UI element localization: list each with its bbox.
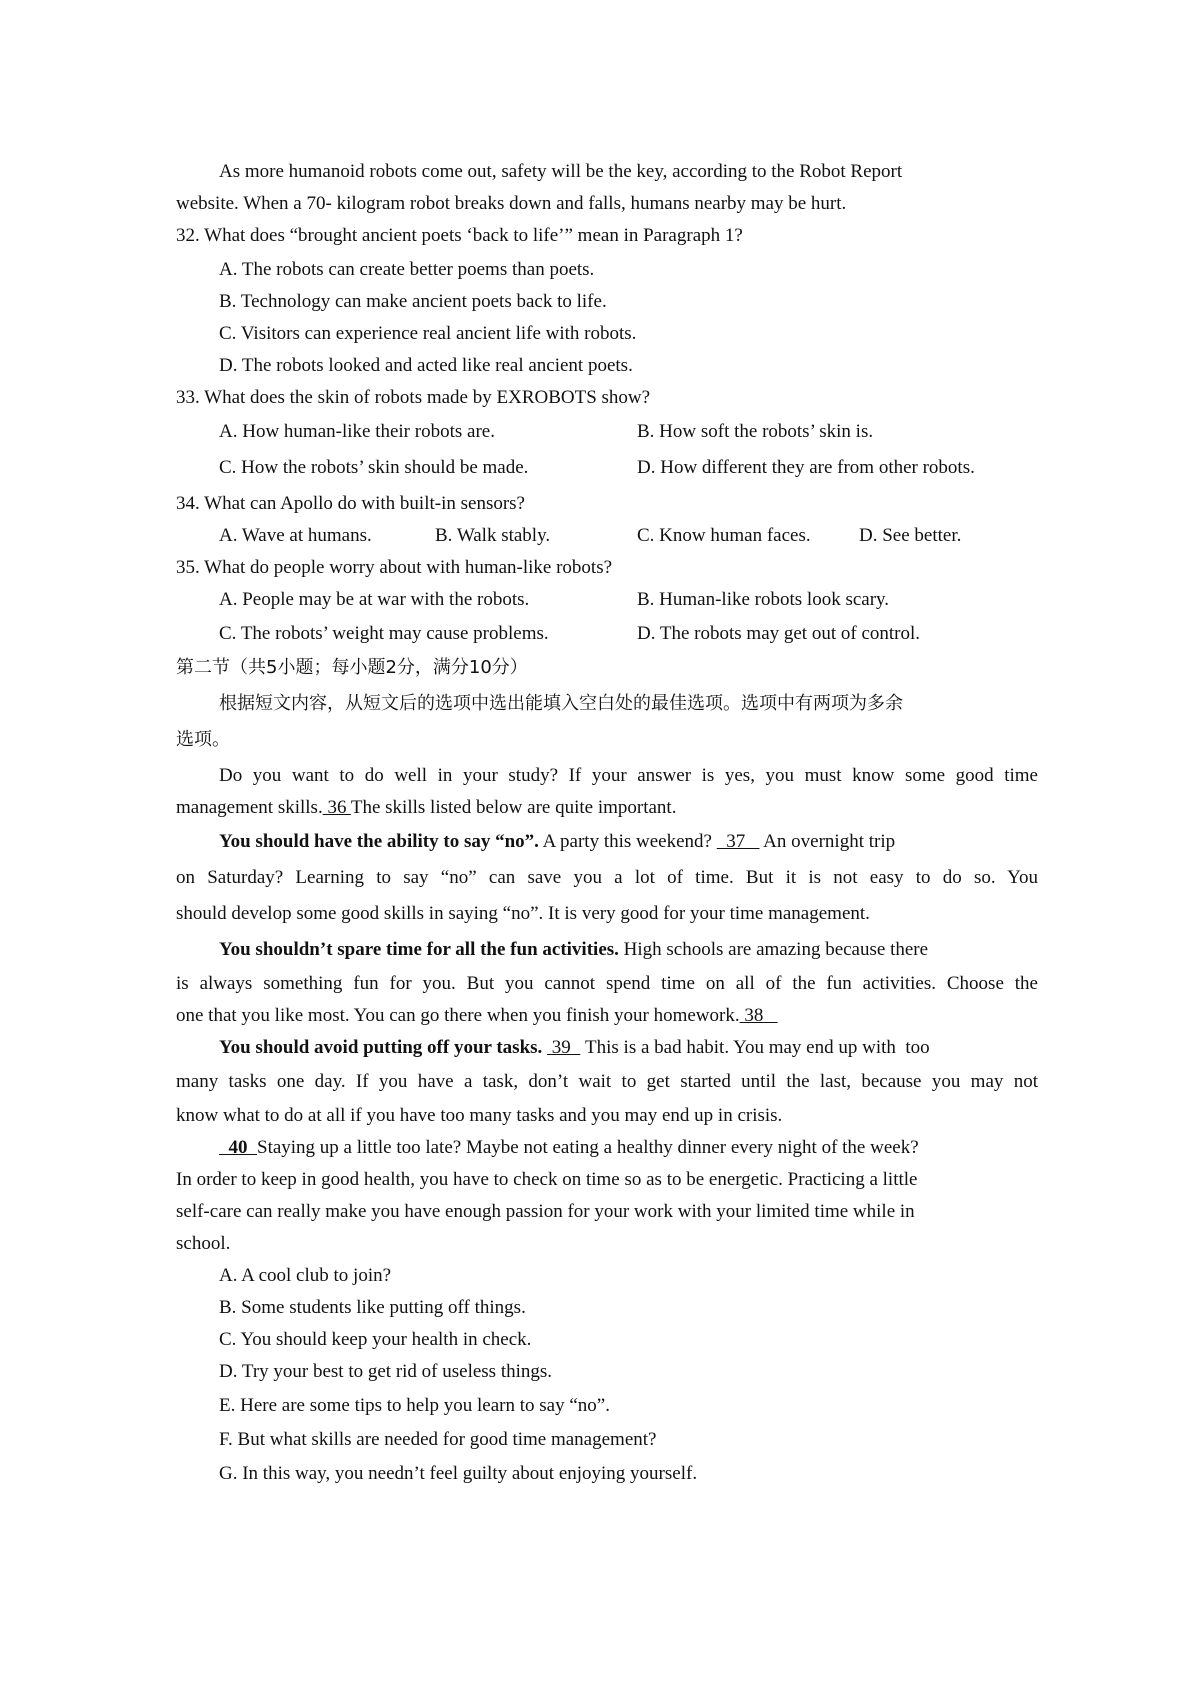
question-35-stem: 35. What do people worry about with human-like robots? — [176, 557, 613, 578]
cloze-text: A party this weekend? — [538, 831, 717, 852]
question-32-stem: 32. What does “brought ancient poets ‘back to life’” mean in Paragraph 1? — [176, 225, 743, 246]
question-32-option-a: A. The robots can create better poems than poets. — [219, 259, 595, 280]
passage-line: website. When a 70- kilogram robot breaks down and falls, humans nearby may be hurt. — [176, 193, 847, 214]
cloze-text: This is a bad habit. You may end up with too — [585, 1037, 930, 1058]
cloze-paragraph-line: know what to do at all if you have too many tasks and you may end up in crisis. — [176, 1105, 783, 1126]
blank-40: 40 — [219, 1137, 257, 1158]
cloze-option-a: A. A cool club to join? — [219, 1265, 392, 1286]
section-instruction: 根据短文内容，从短文后的选项中选出能填入空白处的最佳选项。选项中有两项为多余 — [219, 693, 903, 714]
passage-line: As more humanoid robots come out, safety will be the key, according to the Robot Report — [219, 161, 903, 182]
cloze-paragraph-line: self-care can really make you have enough passion for your work with your limited time while in — [176, 1201, 915, 1222]
question-35-option-a: A. People may be at war with the robots. — [219, 589, 530, 610]
cloze-text: one that you like most. You can go there when you finish your homework. — [176, 1005, 740, 1026]
question-33-option-c: C. How the robots’ skin should be made. — [219, 457, 529, 478]
blank-38: 38 — [739, 1005, 778, 1026]
cloze-option-g: G. In this way, you needn’t feel guilty about enjoying yourself. — [219, 1463, 698, 1484]
question-33-option-b: B. How soft the robots’ skin is. — [637, 421, 874, 442]
question-32-option-d: D. The robots looked and acted like real ancient poets. — [219, 355, 633, 376]
tip-heading: You should have the ability to say “no”. — [219, 831, 539, 852]
tip-heading: You shouldn’t spare time for all the fun activities. — [219, 939, 619, 960]
cloze-paragraph-line: is always something fun for you. But you cannot spend time on all of the fun activities. Choose the — [176, 973, 1038, 994]
question-33-option-a: A. How human-like their robots are. — [219, 421, 495, 442]
question-34-option-a: A. Wave at humans. — [219, 525, 372, 546]
cloze-paragraph-line — [219, 1136, 919, 1160]
question-34-option-d: D. See better. — [859, 525, 962, 546]
cloze-paragraph-line: school. — [176, 1233, 231, 1254]
cloze-option-c: C. You should keep your health in check. — [219, 1329, 532, 1350]
blank-36: 36 — [322, 797, 351, 818]
cloze-option-f: F. But what skills are needed for good time management? — [219, 1429, 657, 1450]
question-32-option-c: C. Visitors can experience real ancient life with robots. — [219, 323, 637, 344]
cloze-paragraph-line — [176, 1004, 778, 1028]
cloze-paragraph-line: on Saturday? Learning to say “no” can save you a lot of time. But it is not easy to do so. You — [176, 867, 1038, 888]
cloze-paragraph-line: should develop some good skills in saying “no”. It is very good for your time management. — [176, 903, 870, 924]
cloze-option-e: E. Here are some tips to help you learn to say “no”. — [219, 1395, 610, 1416]
question-33-stem: 33. What does the skin of robots made by EXROBOTS show? — [176, 387, 651, 408]
tip-heading: You should avoid putting off your tasks. — [219, 1037, 543, 1058]
question-35-option-b: B. Human-like robots look scary. — [637, 589, 890, 610]
cloze-paragraph-line: many tasks one day. If you have a task, don’t wait to get started until the last, because you may not — [176, 1071, 1038, 1092]
section-instruction: 选项。 — [176, 729, 230, 750]
question-33-option-d: D. How different they are from other robots. — [637, 457, 975, 478]
question-35-option-d: D. The robots may get out of control. — [637, 623, 921, 644]
cloze-paragraph-line — [219, 938, 928, 962]
cloze-paragraph-line: In order to keep in good health, you have to check on time so as to be energetic. Practicing a little — [176, 1169, 918, 1190]
blank-37: 37 — [716, 831, 760, 852]
cloze-text: An overnight trip — [759, 831, 896, 852]
cloze-paragraph-line — [219, 1036, 930, 1060]
cloze-paragraph-line — [176, 796, 676, 820]
cloze-text: Staying up a little too late? Maybe not eating a healthy dinner every night of the week? — [257, 1137, 919, 1158]
cloze-text: management skills. — [176, 797, 323, 818]
question-34-option-b: B. Walk stably. — [435, 525, 551, 546]
cloze-text: High schools are amazing because there — [618, 939, 929, 960]
cloze-option-b: B. Some students like putting off things. — [219, 1297, 526, 1318]
question-35-option-c: C. The robots’ weight may cause problems. — [219, 623, 549, 644]
question-32-option-b: B. Technology can make ancient poets back to life. — [219, 291, 607, 312]
cloze-option-d: D. Try your best to get rid of useless things. — [219, 1361, 553, 1382]
cloze-text: The skills listed below are quite important. — [350, 797, 677, 818]
cloze-paragraph-line — [219, 830, 895, 854]
question-34-option-c: C. Know human faces. — [637, 525, 811, 546]
question-34-stem: 34. What can Apollo do with built-in sensors? — [176, 493, 525, 514]
section-header: 第二节（共5小题；每小题2分，满分10分） — [176, 657, 528, 678]
cloze-paragraph-line: Do you want to do well in your study? If your answer is yes, you must know some good time — [219, 765, 1038, 786]
blank-39: 39 — [547, 1037, 581, 1058]
